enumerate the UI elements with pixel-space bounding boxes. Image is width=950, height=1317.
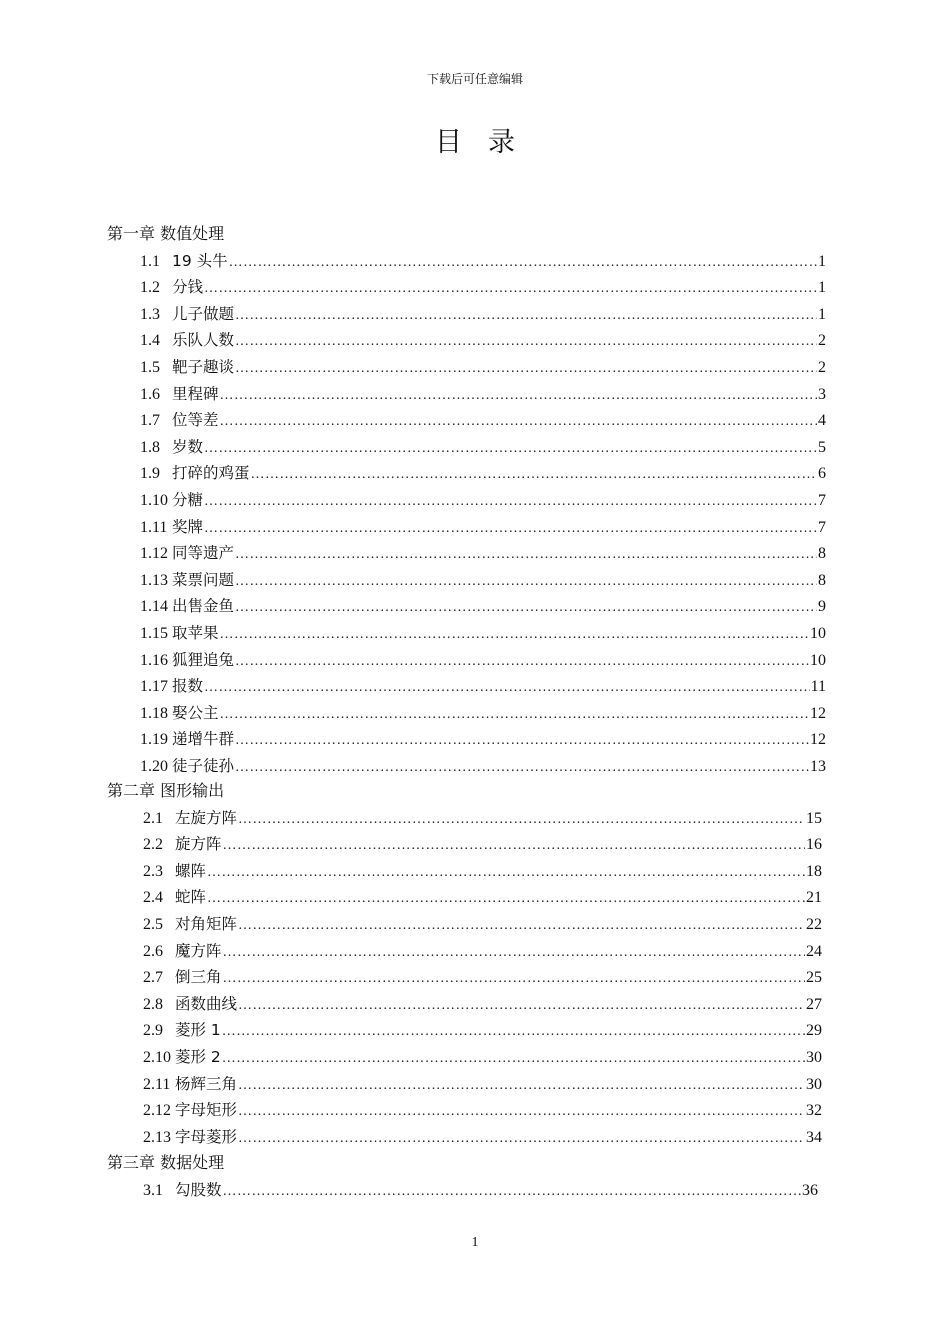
toc-entry[interactable]: [140, 647, 826, 673]
entry-number: 1.1: [140, 252, 160, 270]
entry-page: 16: [806, 836, 822, 854]
entry-title: 儿子做题: [172, 304, 235, 323]
dot-leader: [204, 516, 817, 542]
entry-title: 19 头牛: [172, 251, 228, 270]
toc-entry[interactable]: [143, 1044, 822, 1070]
entry-number: 2.12: [143, 1102, 171, 1120]
toc-entry[interactable]: [140, 460, 826, 486]
entry-number: 1.9: [140, 465, 160, 483]
dot-leader: [223, 833, 805, 859]
entry-page: 2: [818, 359, 826, 376]
dot-leader: [204, 489, 817, 515]
entry-number: 1.18: [140, 704, 168, 722]
toc-entry[interactable]: [143, 858, 822, 884]
entry-page: 1: [818, 279, 826, 297]
entry-title: 递增牛群: [172, 730, 235, 749]
entry-title: 岁数: [172, 437, 204, 456]
page-title: 目录: [435, 127, 541, 158]
entry-page: 36: [802, 1181, 818, 1199]
entry-number: 2.6: [143, 942, 163, 960]
dot-leader: [220, 409, 817, 435]
chapter-heading[interactable]: 第二章 图形输出: [107, 781, 225, 800]
entry-number: 1.20: [140, 758, 168, 775]
entry-title: 狐狸追兔: [172, 650, 235, 669]
dot-leader: [207, 886, 805, 912]
dot-leader: [238, 1099, 805, 1125]
entry-number: 2.9: [143, 1022, 163, 1040]
entry-title: 螺阵: [175, 861, 207, 880]
entry-number: 1.3: [140, 305, 160, 323]
entry-title: 对角矩阵: [175, 915, 238, 933]
dot-leader: [235, 329, 817, 355]
toc-entry[interactable]: [140, 673, 826, 699]
dot-leader: [235, 569, 817, 595]
entry-number: 1.15: [140, 625, 168, 642]
toc-entry[interactable]: [140, 726, 826, 752]
entry-number: 1.7: [140, 412, 160, 430]
entry-page: 10: [810, 651, 826, 669]
dot-leader: [251, 462, 817, 488]
toc-entry[interactable]: [140, 301, 826, 327]
entry-number: 2.10: [143, 1049, 171, 1066]
toc-entry[interactable]: [140, 753, 826, 779]
toc-entry[interactable]: [143, 831, 822, 857]
entry-number: 1.16: [140, 651, 168, 669]
entry-page: 30: [806, 1049, 822, 1066]
dot-leader: [235, 728, 809, 754]
dot-leader: [238, 913, 805, 939]
dot-leader: [235, 356, 817, 382]
entry-title: 取苹果: [172, 624, 219, 642]
entry-number: 1.6: [140, 385, 160, 403]
toc-entry[interactable]: [140, 514, 826, 540]
toc-entry[interactable]: [140, 593, 826, 619]
entry-title: 函数曲线: [175, 994, 238, 1013]
entry-page: 25: [806, 969, 822, 987]
entry-title: 左旋方阵: [175, 808, 238, 827]
entry-title: 乐队人数: [172, 331, 235, 350]
toc-entry[interactable]: [140, 434, 826, 460]
toc-entry[interactable]: [140, 248, 826, 274]
toc-entry[interactable]: [143, 1097, 822, 1123]
toc-entry[interactable]: [143, 1071, 822, 1097]
entry-title: 字母菱形: [175, 1127, 238, 1146]
dot-leader: [204, 675, 810, 701]
entry-page: 1: [818, 305, 826, 323]
entry-title: 奖牌: [172, 517, 204, 536]
entry-title: 杨辉三角: [175, 1074, 238, 1093]
entry-title: 徒子徒孙: [172, 757, 235, 775]
toc-entry[interactable]: [143, 911, 822, 937]
toc-entry[interactable]: [140, 274, 826, 300]
entry-title: 分钱: [172, 278, 204, 297]
dot-leader: [235, 542, 817, 568]
entry-title: 靶子趣谈: [172, 358, 235, 376]
toc-entry[interactable]: [143, 1124, 822, 1150]
entry-page: 32: [806, 1102, 822, 1120]
entry-title: 出售金鱼: [172, 597, 235, 616]
dot-leader: [223, 940, 805, 966]
entry-title: 蛇阵: [175, 888, 207, 907]
entry-title: 同等遗产: [172, 544, 235, 563]
dot-leader: [222, 1046, 805, 1072]
entry-page: 21: [806, 889, 822, 907]
entry-page: 24: [806, 942, 822, 960]
entry-number: 2.13: [143, 1128, 171, 1146]
entry-page: 18: [806, 862, 822, 880]
entry-page: 34: [806, 1128, 822, 1146]
entry-page: 3: [818, 385, 826, 403]
entry-page: 22: [806, 916, 822, 933]
toc-entry[interactable]: [143, 805, 822, 831]
entry-page: 13: [810, 758, 826, 775]
toc-entry[interactable]: [143, 964, 822, 990]
dot-leader: [238, 1126, 805, 1152]
entry-title: 勾股数: [175, 1180, 222, 1199]
entry-title: 菜票问题: [172, 570, 235, 589]
dot-leader: [204, 276, 817, 302]
entry-page: 8: [818, 571, 826, 589]
entry-page: 12: [810, 731, 826, 749]
toc-entry[interactable]: [143, 1017, 822, 1043]
entry-page: 7: [818, 518, 826, 536]
entry-title: 位等差: [172, 411, 219, 430]
entry-title: 打碎的鸡蛋: [172, 464, 250, 483]
dot-leader: [222, 1019, 805, 1045]
toc-entry[interactable]: [140, 620, 826, 646]
entry-page: 27: [806, 995, 822, 1013]
dot-leader: [223, 1179, 801, 1205]
entry-page: 29: [806, 1022, 822, 1040]
dot-leader: [220, 622, 809, 648]
entry-page: 5: [818, 438, 826, 456]
entry-number: 3.1: [143, 1181, 163, 1199]
entry-page: 4: [818, 412, 826, 430]
header-note: 下载后可任意编辑: [426, 72, 523, 86]
dot-leader: [204, 436, 817, 462]
entry-page: 30: [806, 1075, 822, 1093]
entry-number: 1.5: [140, 359, 160, 376]
entry-number: 2.3: [143, 862, 163, 880]
entry-number: 2.8: [143, 995, 163, 1013]
page-number: 1: [471, 1235, 479, 1250]
entry-title: 魔方阵: [175, 941, 222, 960]
toc-entry[interactable]: [140, 540, 826, 566]
entry-title: 旋方阵: [175, 835, 222, 854]
entry-number: 1.11: [140, 518, 168, 536]
entry-number: 2.7: [143, 969, 163, 987]
entry-page: 11: [810, 678, 826, 696]
entry-number: 1.13: [140, 571, 168, 589]
entry-title: 菱形 2: [175, 1048, 221, 1066]
dot-leader: [238, 807, 805, 833]
entry-page: 15: [806, 809, 822, 827]
chapter-heading[interactable]: 第三章 数据处理: [107, 1153, 225, 1172]
entry-page: 9: [818, 598, 826, 616]
toc-entry[interactable]: [143, 991, 822, 1017]
entry-number: 1.17: [140, 678, 168, 696]
dot-leader: [235, 649, 809, 675]
dot-leader: [207, 860, 805, 886]
entry-number: 1.10: [140, 492, 168, 509]
entry-number: 2.5: [143, 916, 163, 933]
entry-page: 7: [818, 492, 826, 509]
toc-entry[interactable]: [140, 700, 826, 726]
entry-title: 报数: [172, 677, 204, 696]
toc-entry[interactable]: [140, 381, 826, 407]
dot-leader: [235, 595, 817, 621]
entry-number: 1.19: [140, 731, 168, 749]
entry-number: 1.8: [140, 438, 160, 456]
entry-number: 2.11: [143, 1075, 171, 1093]
dot-leader: [238, 993, 805, 1019]
toc-entry[interactable]: [140, 407, 826, 433]
toc-entry[interactable]: [143, 938, 822, 964]
entry-title: 里程碑: [172, 384, 219, 403]
entry-page: 6: [818, 465, 826, 483]
entry-number: 1.14: [140, 598, 168, 616]
entry-number: 1.12: [140, 545, 168, 563]
dot-leader: [229, 250, 817, 276]
dot-leader: [220, 702, 809, 728]
entry-title: 倒三角: [175, 968, 222, 987]
entry-page: 12: [810, 704, 826, 722]
dot-leader: [220, 383, 817, 409]
entry-number: 1.4: [140, 332, 160, 350]
toc-entry[interactable]: [140, 354, 826, 380]
entry-title: 娶公主: [172, 703, 219, 722]
dot-leader: [238, 1073, 805, 1099]
toc-entry[interactable]: [143, 884, 822, 910]
toc-entry[interactable]: [140, 327, 826, 353]
toc-entry[interactable]: [140, 487, 826, 513]
entry-number: 1.2: [140, 279, 160, 297]
entry-title: 字母矩形: [175, 1101, 238, 1120]
entry-page: 2: [818, 332, 826, 350]
toc-entry[interactable]: [140, 567, 826, 593]
entry-number: 2.4: [143, 889, 163, 907]
entry-number: 2.2: [143, 836, 163, 854]
entry-title: 分糖: [172, 491, 204, 509]
entry-page: 1: [818, 252, 826, 270]
dot-leader: [235, 755, 809, 781]
chapter-heading[interactable]: 第一章 数值处理: [107, 224, 225, 243]
toc-entry[interactable]: [143, 1177, 818, 1203]
entry-title: 菱形 1: [175, 1021, 221, 1040]
entry-page: 8: [818, 545, 826, 563]
dot-leader: [223, 966, 805, 992]
entry-number: 2.1: [143, 809, 163, 827]
entry-page: 10: [810, 625, 826, 642]
dot-leader: [235, 303, 817, 329]
